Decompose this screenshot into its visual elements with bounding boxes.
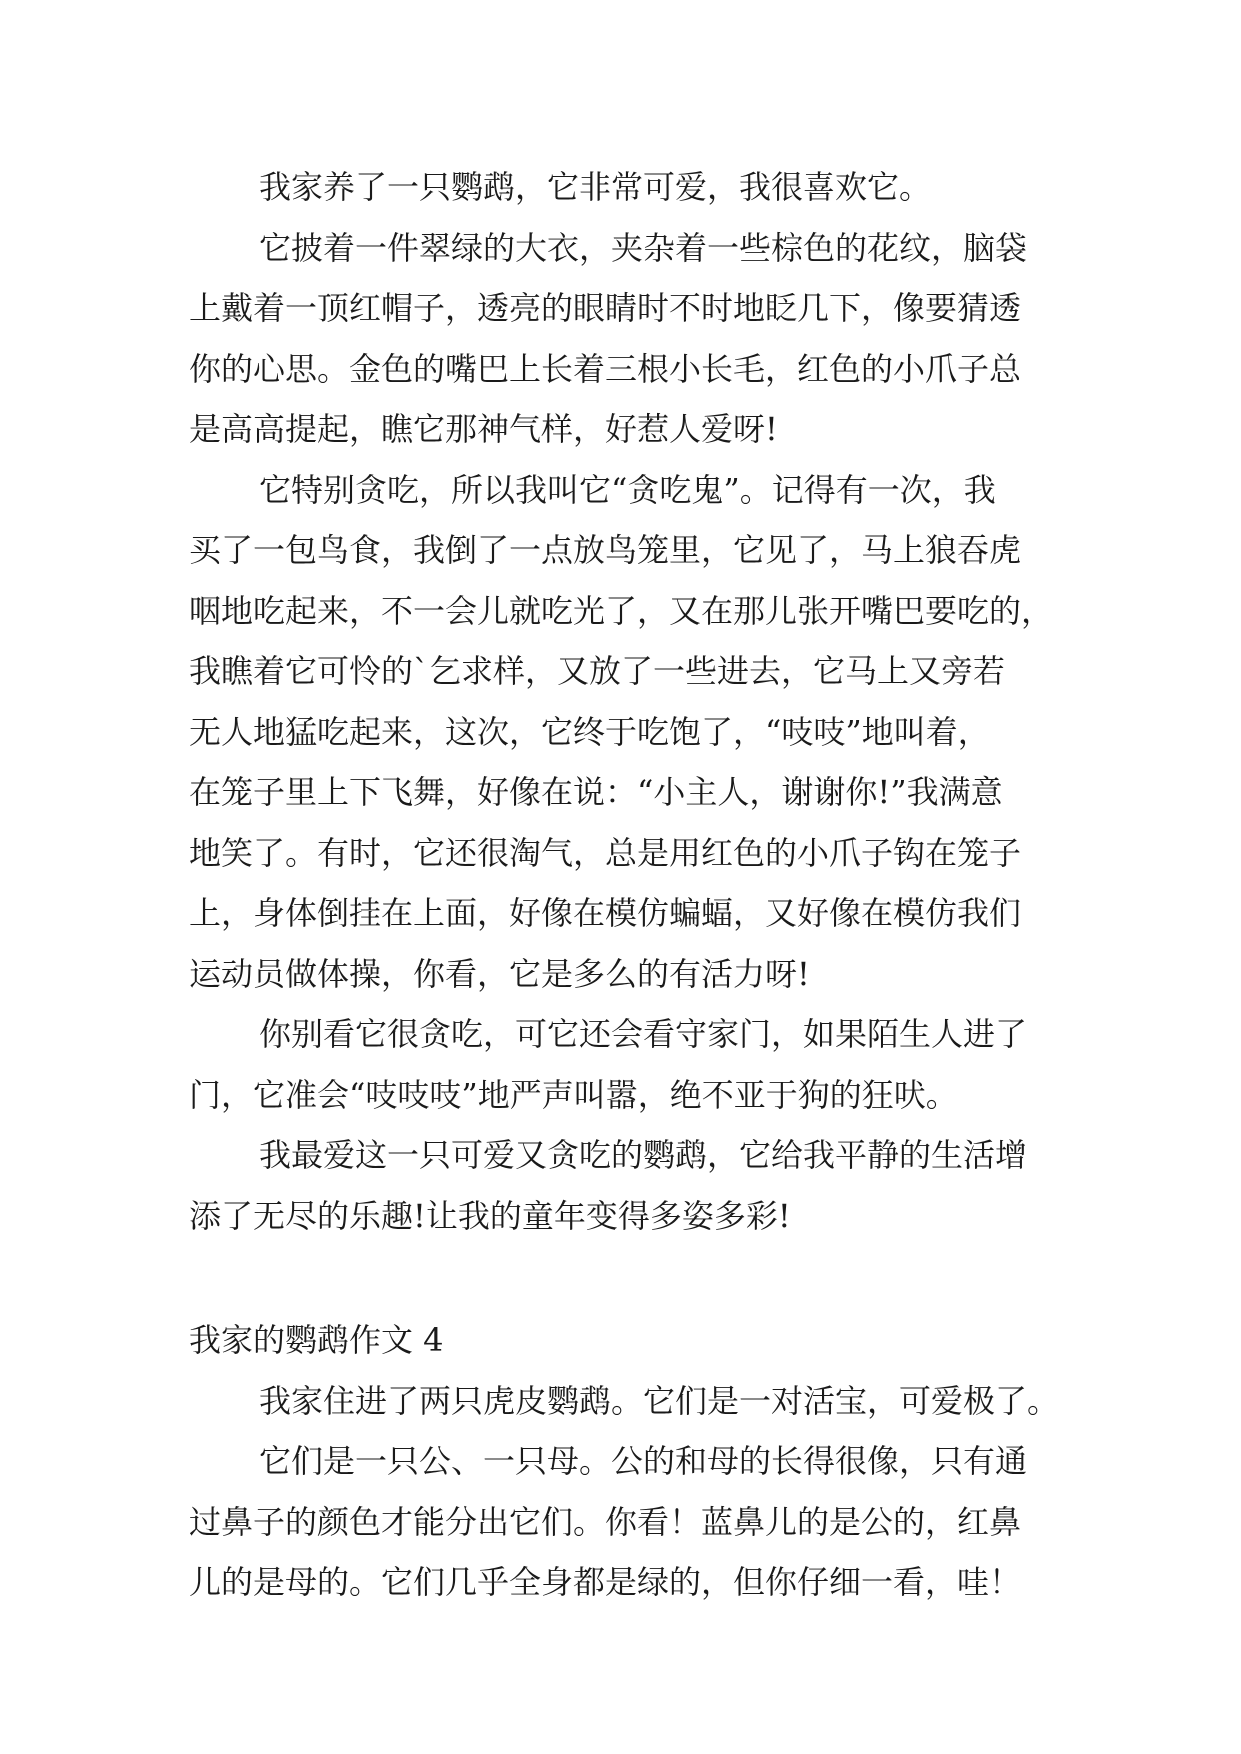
paragraph-5 (189, 1125, 1053, 1246)
paragraph-6 (189, 1371, 1060, 1432)
text-line: 我家养了一只鹦鹉，它非常可爱，我很喜欢它。 (259, 168, 932, 206)
text-line: 你别看它很贪吃，可它还会看守家门，如果陌生人进了 (259, 1015, 1028, 1053)
text-line: 门，它准会“吱吱吱”地严声叫嚣，绝不亚于狗的狂吠。 (189, 1075, 958, 1114)
paragraph-7 (189, 1431, 1053, 1613)
paragraph-1 (189, 157, 1053, 218)
paragraph-2 (189, 218, 1053, 460)
section-spacer (189, 1246, 1053, 1310)
text-line: 它特别贪吃，所以我叫它“贪吃鬼”。记得有一次，我 (259, 470, 996, 509)
text-line: 上，身体倒挂在上面，好像在模仿蝙蝠，又好像在模仿我们 (189, 894, 1022, 932)
text-line: 我家住进了两只虎皮鹦鹉。它们是一对活宝，可爱极了。 (259, 1381, 1060, 1420)
text-line: 添了无尽的乐趣!让我的童年变得多姿多彩! (189, 1196, 791, 1235)
text-line: 你的心思。金色的嘴巴上长着三根小长毛，红色的小爪子总 (189, 349, 1022, 388)
text-line: 运动员做体操，你看，它是多么的有活力呀! (189, 954, 810, 993)
text-line: 上戴着一顶红帽子，透亮的眼睛时不时地眨几下，像要猜透 (189, 289, 1022, 327)
text-line: 是高高提起，瞧它那神气样，好惹人爱呀! (189, 410, 778, 448)
text-line: 它们是一只公、一只母。公的和母的长得很像，只有通 (259, 1442, 1028, 1480)
text-line: 我瞧着它可怜的`乞求样，又放了一些进去，它马上又旁若 (189, 652, 1006, 690)
document-body (189, 157, 1060, 1613)
text-line: 过鼻子的颜色才能分出它们。你看！蓝鼻儿的是公的，红鼻 (189, 1502, 1022, 1541)
text-line: 儿的是母的。它们几乎全身都是绿的，但你仔细一看，哇！ (189, 1563, 1022, 1601)
text-line: 无人地猛吃起来，这次，它终于吃饱了，“吱吱”地叫着， (189, 712, 990, 751)
text-line: 在笼子里上下飞舞，好像在说：“小主人，谢谢你!”我满意 (189, 773, 1003, 811)
section-heading: 我家的鹦鹉作文 4 (189, 1321, 444, 1359)
text-line: 咽地吃起来，不一会儿就吃光了，又在那儿张开嘴巴要吃的， (189, 591, 1054, 630)
paragraph-4 (189, 1004, 1053, 1125)
text-line: 地笑了。有时，它还很淘气，总是用红色的小爪子钩在笼子 (189, 833, 1022, 872)
text-line: 买了一包鸟食，我倒了一点放鸟笼里，它见了，马上狼吞虎 (189, 531, 1022, 569)
paragraph-3 (189, 460, 1053, 1005)
text-line: 我最爱这一只可爱又贪吃的鹦鹉，它给我平静的生活增 (259, 1136, 1028, 1174)
text-line: 它披着一件翠绿的大衣，夹杂着一些棕色的花纹，脑袋 (259, 228, 1028, 267)
